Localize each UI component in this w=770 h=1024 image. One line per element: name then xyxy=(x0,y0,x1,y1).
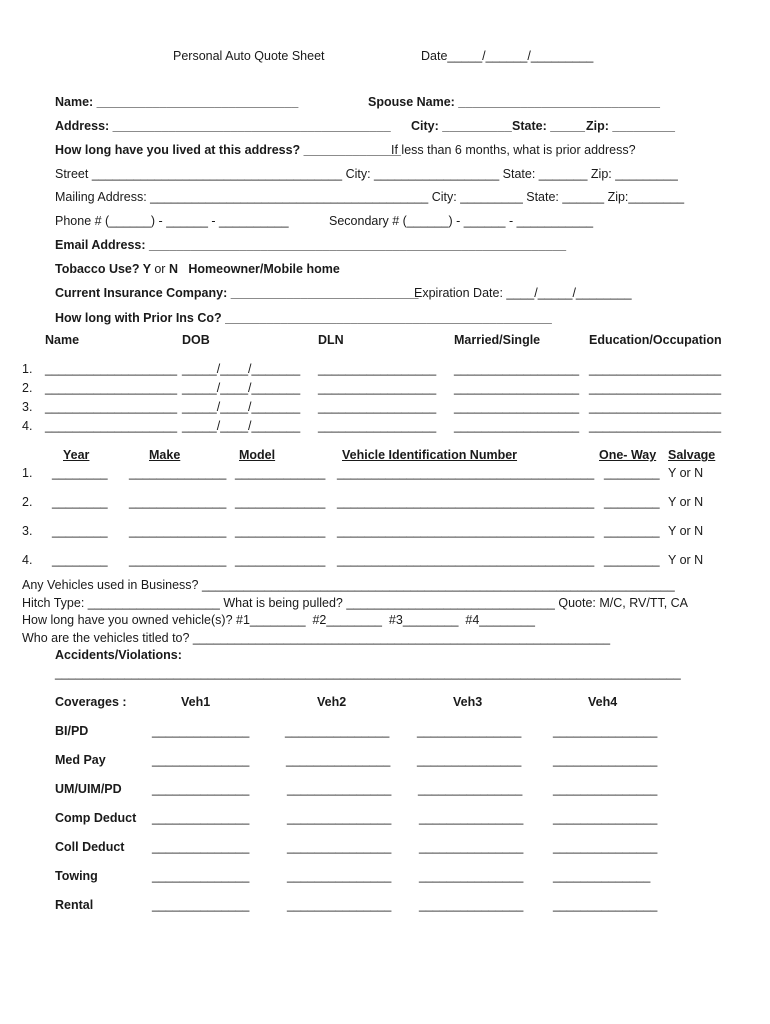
driver-dob-field[interactable]: _____/____/_______ xyxy=(182,362,301,376)
vehicle-row-number: 3. xyxy=(22,524,33,538)
accidents-field[interactable]: __________________________________________________________________________________________ xyxy=(55,666,681,680)
vehicle-make-field[interactable]: ______________ xyxy=(129,553,227,567)
coverage-veh4-field[interactable]: _______________ xyxy=(553,811,658,825)
coverage-name: Rental xyxy=(55,898,94,912)
prior-street-field[interactable]: Street ____________________________________ City: __________________ State: _______ Zip: _________ xyxy=(55,167,678,181)
driver-name-field[interactable]: ___________________ xyxy=(45,400,178,414)
coverage-name: Med Pay xyxy=(55,753,106,767)
coverage-veh2-field[interactable]: _______________ xyxy=(287,811,392,825)
vehicle-model-field[interactable]: _____________ xyxy=(235,553,326,567)
vehicle-year-field[interactable]: ________ xyxy=(52,466,108,480)
coverage-veh4-field[interactable]: _______________ xyxy=(553,753,658,767)
phone-field[interactable]: Phone # (______) - ______ - __________ xyxy=(55,214,289,228)
coverage-veh2-field[interactable]: _______________ xyxy=(287,840,392,854)
zip-field[interactable]: Zip: _________ xyxy=(586,119,675,133)
driver-dob-field[interactable]: _____/____/_______ xyxy=(182,419,301,433)
vehicle-make-field[interactable]: ______________ xyxy=(129,524,227,538)
owned-duration-field[interactable]: How long have you owned vehicle(s)? #1________ #2________ #3________ #4________ xyxy=(22,613,535,627)
vehicle-model-field[interactable]: _____________ xyxy=(235,495,326,509)
prior-insurance-field[interactable]: How long with Prior Ins Co? _______________________________________________ xyxy=(55,311,552,325)
coverage-name: Comp Deduct xyxy=(55,811,137,825)
driver-row-number: 3. xyxy=(22,400,33,414)
vehicles-header-vin: Vehicle Identification Number xyxy=(342,448,518,462)
vehicle-year-field[interactable]: ________ xyxy=(52,495,108,509)
vehicles-header-make: Make xyxy=(149,448,181,462)
insurance-company-field[interactable]: Current Insurance Company: ___________________________ xyxy=(55,286,419,300)
email-field[interactable]: Email Address: ____________________________________________________________ xyxy=(55,238,567,252)
driver-dln-field[interactable]: _________________ xyxy=(318,362,437,376)
coverage-veh1-field[interactable]: ______________ xyxy=(152,753,250,767)
vehicle-vin-field[interactable]: _____________________________________ xyxy=(337,524,595,538)
coverage-veh1-field[interactable]: ______________ xyxy=(152,811,250,825)
city-field[interactable]: City: __________ xyxy=(411,119,512,133)
vehicle-vin-field[interactable]: _____________________________________ xyxy=(337,553,595,567)
coverage-veh2-field[interactable]: _______________ xyxy=(285,724,390,738)
driver-dob-field[interactable]: _____/____/_______ xyxy=(182,400,301,414)
coverage-veh1-field[interactable]: ______________ xyxy=(152,869,250,883)
coverage-veh2-field[interactable]: _______________ xyxy=(287,898,392,912)
expiration-date-field[interactable]: Expiration Date: ____/_____/________ xyxy=(414,286,632,300)
coverage-veh3-field[interactable]: _______________ xyxy=(418,782,523,796)
driver-name-field[interactable]: ___________________ xyxy=(45,362,178,376)
vehicle-vin-field[interactable]: _____________________________________ xyxy=(337,466,595,480)
coverage-veh3-field[interactable]: _______________ xyxy=(419,840,524,854)
vehicle-salvage-field[interactable]: Y or N xyxy=(668,466,704,480)
coverage-veh2-field[interactable]: _______________ xyxy=(287,782,392,796)
drivers-header-education: Education/Occupation xyxy=(589,333,722,347)
coverage-name: BI/PD xyxy=(55,724,89,738)
vehicle-model-field[interactable]: _____________ xyxy=(235,466,326,480)
driver-education-field[interactable]: ___________________ xyxy=(589,362,722,376)
date-field[interactable]: Date_____/______/_________ xyxy=(421,49,594,63)
coverage-veh3-field[interactable]: _______________ xyxy=(417,753,522,767)
titled-to-field[interactable]: Who are the vehicles titled to? ____________________________________________________________ xyxy=(22,631,611,645)
vehicle-year-field[interactable]: ________ xyxy=(52,524,108,538)
coverage-col-veh1: Veh1 xyxy=(181,695,211,709)
spouse-name-field[interactable]: Spouse Name: _____________________________ xyxy=(368,95,660,109)
vehicle-year-field[interactable]: ________ xyxy=(52,553,108,567)
vehicle-oneway-field[interactable]: ________ xyxy=(604,466,660,480)
coverage-veh4-field[interactable]: _______________ xyxy=(553,898,658,912)
vehicles-header-year: Year xyxy=(63,448,90,462)
driver-dln-field[interactable]: _________________ xyxy=(318,381,437,395)
drivers-header-name: Name xyxy=(45,333,80,347)
driver-row-number: 4. xyxy=(22,419,33,433)
vehicle-oneway-field[interactable]: ________ xyxy=(604,553,660,567)
coverage-veh1-field[interactable]: ______________ xyxy=(152,782,250,796)
coverage-veh3-field[interactable]: _______________ xyxy=(419,869,524,883)
vehicle-salvage-field[interactable]: Y or N xyxy=(668,524,704,538)
driver-education-field[interactable]: ___________________ xyxy=(589,400,722,414)
driver-education-field[interactable]: ___________________ xyxy=(589,381,722,395)
accidents-label: Accidents/Violations: xyxy=(55,648,182,662)
address-field[interactable]: Address: ________________________________________ xyxy=(55,119,391,133)
vehicle-make-field[interactable]: ______________ xyxy=(129,466,227,480)
vehicle-row-number: 4. xyxy=(22,553,33,567)
vehicle-oneway-field[interactable]: ________ xyxy=(604,495,660,509)
vehicles-header-model: Model xyxy=(239,448,276,462)
coverage-veh4-field[interactable]: _______________ xyxy=(553,724,658,738)
secondary-phone-field[interactable]: Secondary # (______) - ______ - ___________ xyxy=(329,214,594,228)
tobacco-no-homeowner: N Homeowner/Mobile home xyxy=(168,262,340,276)
business-use-field[interactable]: Any Vehicles used in Business? ____________________________________________________________________ xyxy=(22,578,675,592)
driver-row-number: 1. xyxy=(22,362,33,376)
coverage-veh4-field[interactable]: _______________ xyxy=(553,840,658,854)
coverage-veh3-field[interactable]: _______________ xyxy=(417,724,522,738)
vehicles-header-oneway: One- Way xyxy=(599,448,657,462)
vehicle-salvage-field[interactable]: Y or N xyxy=(668,495,704,509)
coverage-veh2-field[interactable]: _______________ xyxy=(286,753,391,767)
driver-name-field[interactable]: ___________________ xyxy=(45,419,178,433)
vehicle-row-number: 2. xyxy=(22,495,33,509)
coverage-veh4-field[interactable]: ______________ xyxy=(553,869,651,883)
vehicle-model-field[interactable]: _____________ xyxy=(235,524,326,538)
coverage-veh3-field[interactable]: _______________ xyxy=(419,811,524,825)
vehicles-header-salvage: Salvage xyxy=(668,448,716,462)
name-field[interactable]: Name: _____________________________ xyxy=(55,95,299,109)
vehicle-oneway-field[interactable]: ________ xyxy=(604,524,660,538)
how-long-at-address-field[interactable]: How long have you lived at this address? ______________ xyxy=(55,143,401,157)
driver-dln-field[interactable]: _________________ xyxy=(318,419,437,433)
coverage-veh1-field[interactable]: ______________ xyxy=(152,898,250,912)
driver-married-field[interactable]: __________________ xyxy=(454,400,580,414)
prior-address-label: If less than 6 months, what is prior address? xyxy=(391,143,636,157)
hitch-type-field[interactable]: Hitch Type: ___________________ What is being pulled? ______________________________ Quote: M/C, RV/TT, CA xyxy=(22,596,689,610)
coverage-col-veh2: Veh2 xyxy=(317,695,347,709)
coverage-veh3-field[interactable]: _______________ xyxy=(419,898,524,912)
driver-married-field[interactable]: __________________ xyxy=(454,381,580,395)
coverage-col-veh3: Veh3 xyxy=(453,695,483,709)
coverage-name: UM/UIM/PD xyxy=(55,782,122,796)
tobacco-question: Tobacco Use? Y xyxy=(55,262,155,276)
coverage-col-veh4: Veh4 xyxy=(588,695,618,709)
vehicle-salvage-field[interactable]: Y or N xyxy=(668,553,704,567)
page-title: Personal Auto Quote Sheet xyxy=(173,49,325,63)
driver-row-number: 2. xyxy=(22,381,33,395)
tobacco-homeowner-line[interactable] xyxy=(55,262,340,277)
driver-name-field[interactable]: ___________________ xyxy=(45,381,178,395)
drivers-header-married: Married/Single xyxy=(454,333,541,347)
coverage-name: Towing xyxy=(55,869,98,883)
driver-dob-field[interactable]: _____/____/_______ xyxy=(182,381,301,395)
coverage-veh1-field[interactable]: ______________ xyxy=(152,840,250,854)
state-field[interactable]: State: _____ xyxy=(512,119,585,133)
coverage-veh1-field[interactable]: ______________ xyxy=(152,724,250,738)
driver-married-field[interactable]: __________________ xyxy=(454,419,580,433)
vehicle-row-number: 1. xyxy=(22,466,33,480)
coverages-label: Coverages : xyxy=(55,695,127,709)
vehicle-make-field[interactable]: ______________ xyxy=(129,495,227,509)
mailing-address-field[interactable]: Mailing Address: ________________________________________ City: _________ State: ______ Zip:________ xyxy=(55,190,685,204)
driver-married-field[interactable]: __________________ xyxy=(454,362,580,376)
driver-education-field[interactable]: ___________________ xyxy=(589,419,722,433)
coverage-name: Coll Deduct xyxy=(55,840,125,854)
coverage-veh4-field[interactable]: _______________ xyxy=(553,782,658,796)
tobacco-or: or xyxy=(154,262,169,276)
driver-dln-field[interactable]: _________________ xyxy=(318,400,437,414)
coverage-veh2-field[interactable]: _______________ xyxy=(287,869,392,883)
drivers-header-dob: DOB xyxy=(182,333,210,347)
vehicle-vin-field[interactable]: _____________________________________ xyxy=(337,495,595,509)
drivers-header-dln: DLN xyxy=(318,333,344,347)
